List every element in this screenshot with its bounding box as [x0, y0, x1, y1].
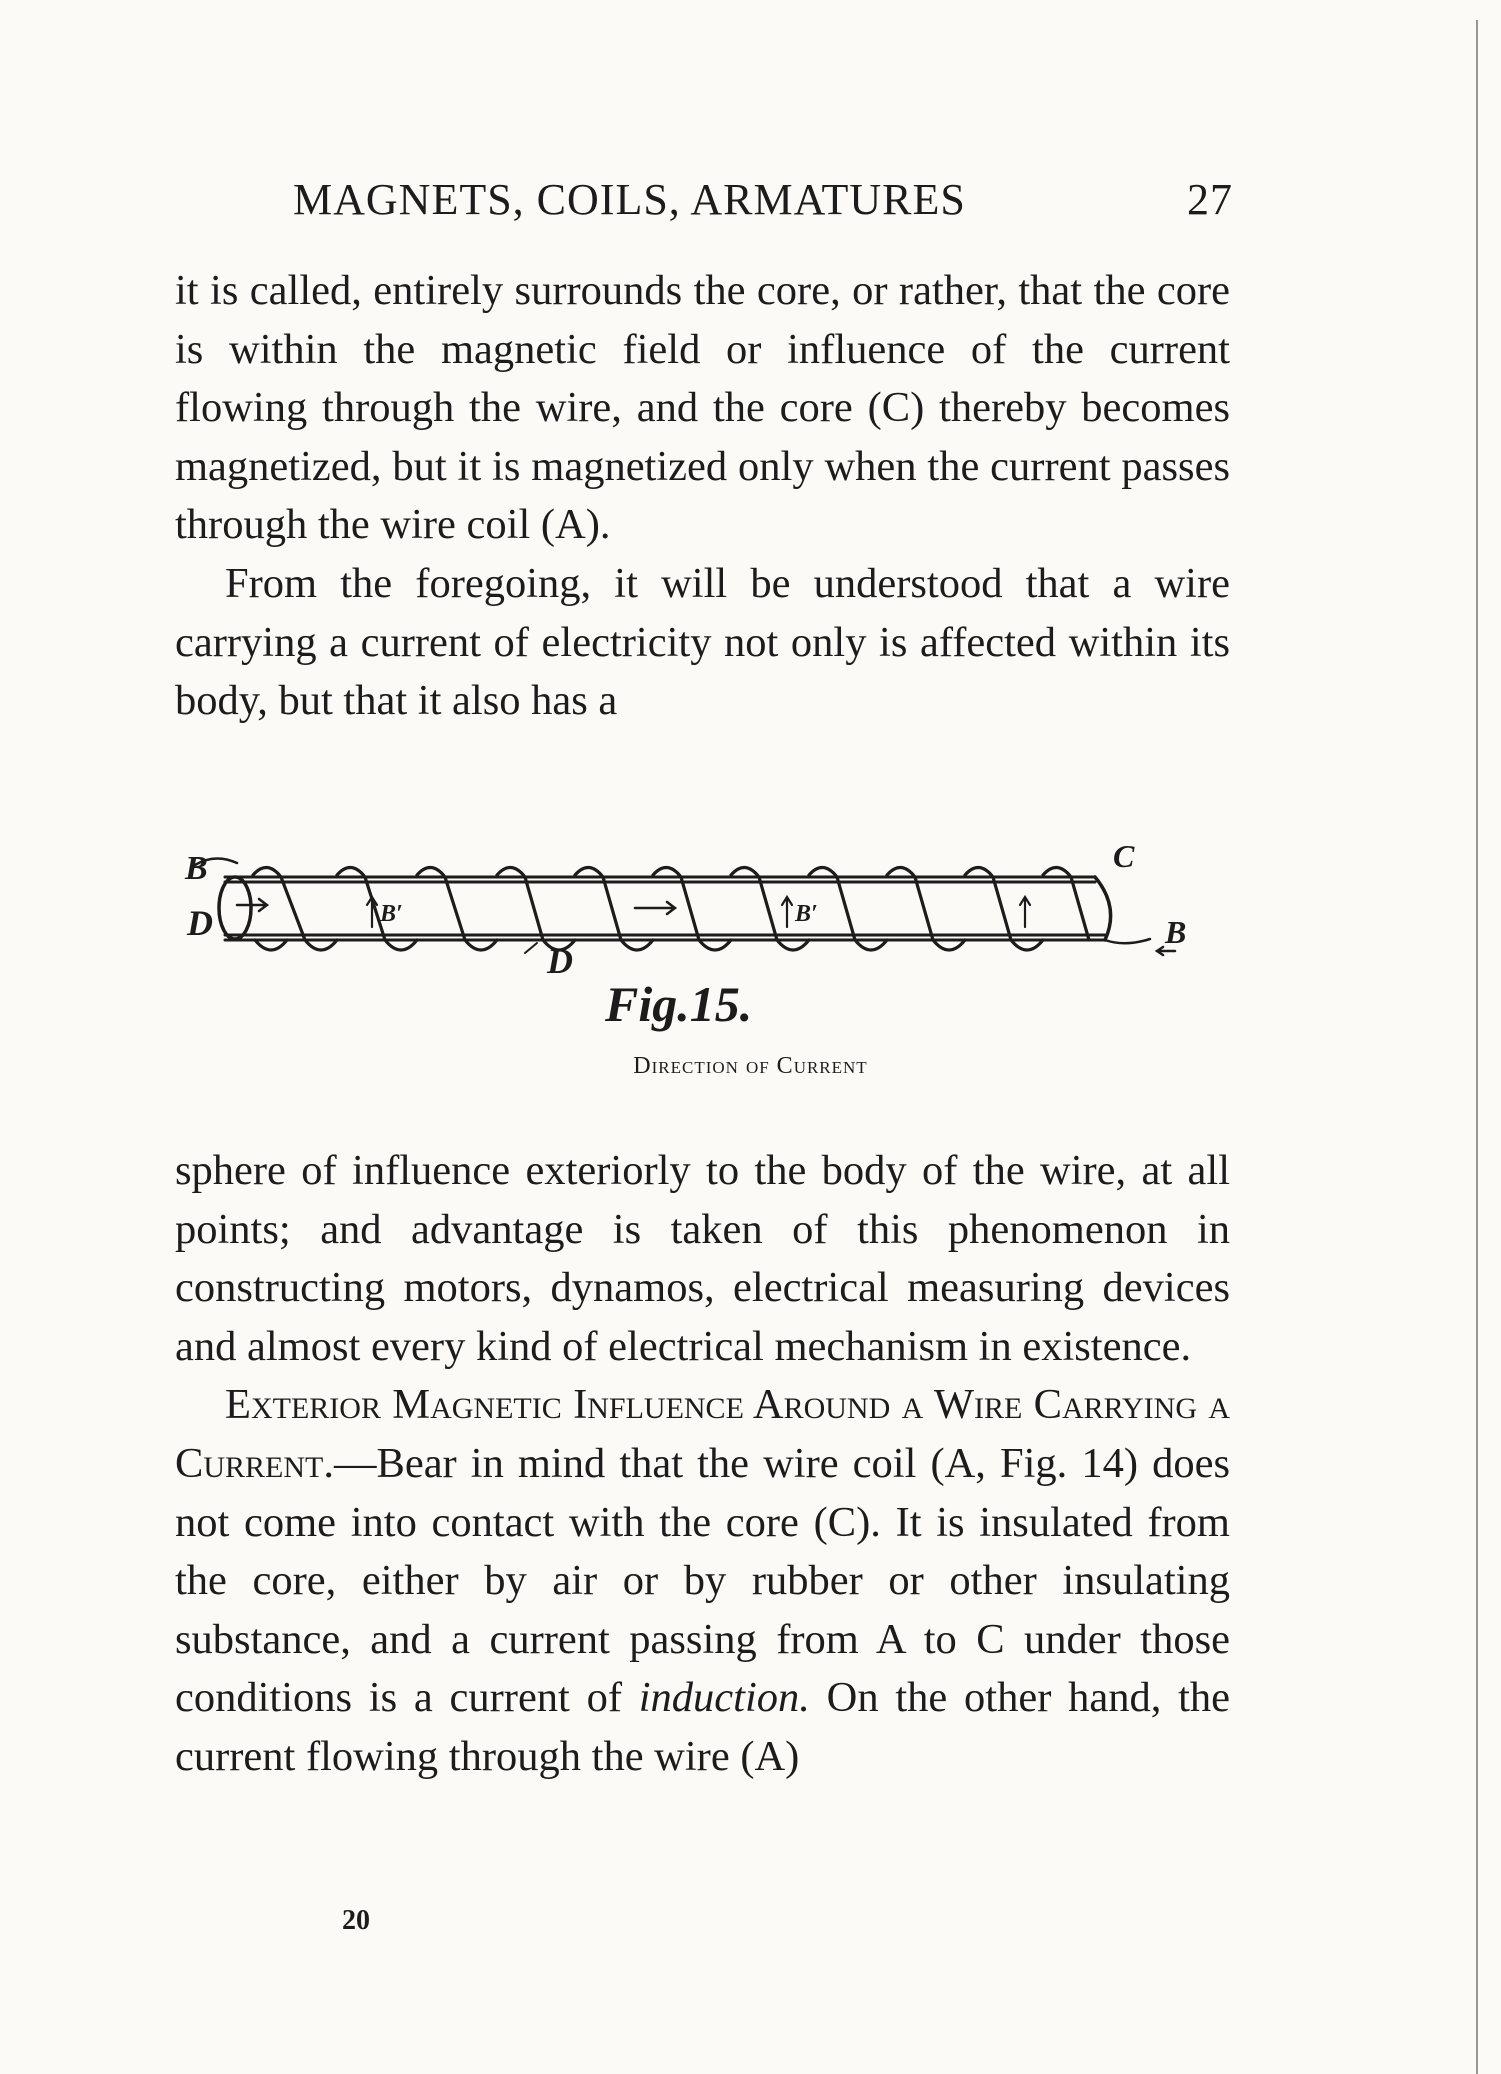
letter-c-right: C: [1113, 838, 1135, 874]
running-header: [293, 168, 1233, 238]
figure-caption: Direction of Current: [633, 1053, 868, 1079]
text-block-bottom: [175, 1142, 1230, 1787]
text-block-top: [175, 262, 1230, 731]
arrow-middle: [635, 902, 675, 914]
paragraph-continuation: it is called, entirely surrounds the core, or rather, that the core is within the magnetic field or influence of the current flowing through the wire, and the core (C) thereby becomes magnetized, but it is magnetized only when the current passes through the wire coil (A).: [175, 267, 1230, 549]
letter-d-left: D: [187, 903, 213, 943]
arrow-up-2: [782, 897, 792, 927]
figure-15: [175, 835, 1230, 1045]
page-edge-line: [1476, 20, 1478, 2074]
core-right-end: [1095, 877, 1111, 940]
lead-wire-right: [1105, 939, 1150, 943]
page-number: 27: [1187, 175, 1233, 224]
paragraph-sphere: sphere of influence exteriorly to the body of the wire, at all points; and advantage is taken of this phenomenon in constructing motors, dynamos, electrical measuring devices and almost every kind of electrical mechanism in existence.: [175, 1147, 1230, 1370]
letter-b-prime-1: B′: [380, 901, 403, 927]
letter-b-prime-2: B′: [795, 901, 818, 927]
signature-mark: 20: [342, 1905, 370, 1936]
paragraph-foregoing: From the foregoing, it will be understood that a wire carrying a current of electricity not only is affected within its body, but that it also has a: [175, 559, 1230, 725]
paragraph-exterior-influence: [175, 1376, 1230, 1786]
paragraph-text: —Bear in mind that the wire coil (A, Fig. 14) does not come into contact with the core (C). It is insulated from the core, either by air or by rubber or other insulating substance, and a current passing from A to C under those conditions is a current of: [175, 1439, 1230, 1722]
section-heading: Exterior Magnetic Influence Around a Wire Carrying a Current.: [175, 1381, 1230, 1487]
core-left-end: [219, 877, 251, 939]
letter-d-bottom: D: [547, 941, 573, 981]
running-title: MAGNETS, COILS, ARMATURES: [293, 175, 966, 224]
figure-label: Fig.15.: [605, 976, 753, 1032]
pointer-line-d: [525, 943, 537, 953]
letter-b-right: B: [1165, 914, 1187, 950]
arrow-up-3: [1020, 897, 1030, 927]
italic-term: induction.: [638, 1674, 810, 1722]
letter-b-left: B: [185, 850, 208, 887]
paragraph-text-end: On the other hand, the current flowing through the wire (A): [175, 1674, 1230, 1780]
